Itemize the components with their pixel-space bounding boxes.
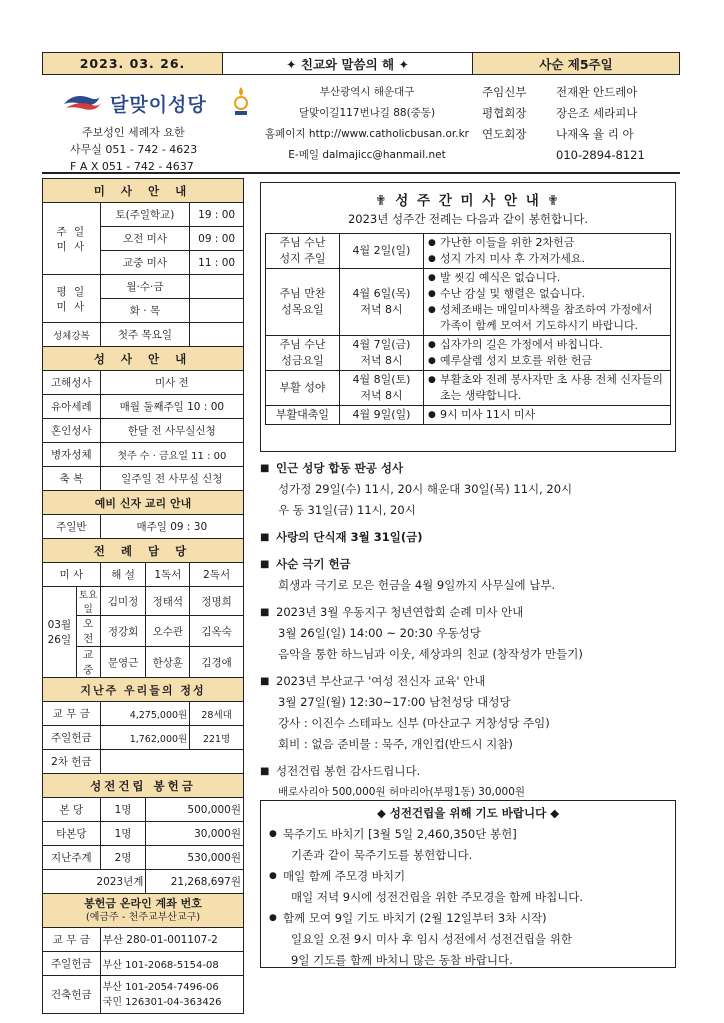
office-fax: F A X 051 - 742 - 4637 <box>70 160 194 173</box>
news-line: 회비 : 없음 준비물 : 묵주, 개인컵(반드시 지참) <box>278 737 513 751</box>
account-name: 교 무 금 <box>43 928 101 952</box>
ministry-title: 전 례 담 당 <box>43 539 244 563</box>
prayer-body: 일요일 오전 9시 미사 후 임시 성전에서 성전건립을 위한 <box>291 932 572 946</box>
ministry-person: 정강회 <box>100 616 146 647</box>
account-title <box>43 894 244 928</box>
news-line: 3월 27일(월) 12:30~17:00 남천성당 대성당 <box>278 695 511 709</box>
liturgical-sunday: 사순 제5주일 <box>473 53 679 74</box>
prayer-body: 매일 저녁 9시에 성전건립을 위한 주모경을 함께 바칩니다. <box>291 890 584 904</box>
info-table <box>42 178 244 1014</box>
offering-amount: 4,275,000원 <box>100 702 190 726</box>
note: ● 부활초와 전례 봉사자만 초 사용 전체 신자들의 초는 생략합니다. <box>428 372 666 404</box>
ministry-mass: 교중 <box>76 647 100 678</box>
staff-role: 주임신부 <box>482 85 527 99</box>
ministry-person: 문영근 <box>100 647 146 678</box>
address-street: 달맞이길117번나길 88(중동) <box>298 107 436 119</box>
liturgy-notes <box>424 269 671 336</box>
note: ● 십자가의 길은 가정에서 바칩니다. <box>428 337 666 353</box>
mass-days: 월·수·금 <box>100 275 190 299</box>
address-block <box>252 82 482 166</box>
ministry-person: 한상훈 <box>146 647 190 678</box>
mass-days: 화 · 목 <box>100 299 190 323</box>
news-line: 강사 : 이진수 스테파노 신부 (마산교구 거창성당 주임) <box>278 716 550 730</box>
mass-time <box>190 299 244 323</box>
prayer-body: 기존과 같이 묵주기도를 봉헌합니다. <box>291 848 473 862</box>
ministry-header: 해 설 <box>100 563 146 587</box>
building-amount: 500,000원 <box>146 798 244 822</box>
liturgy-notes <box>424 336 671 371</box>
prayer-item: ● 매일 함께 주모경 바치기 <box>261 866 675 887</box>
account-name: 주일헌금 <box>43 952 101 976</box>
table-row <box>266 234 671 269</box>
adoration-label: 성체강복 <box>43 323 101 347</box>
liturgy-name: 부활 성야 <box>266 371 340 406</box>
liturgy-date: 4월 9일(일) <box>340 406 424 425</box>
liturgy-name: 주님 수난 성지 주일 <box>266 234 340 269</box>
account-number-1: 부산 101-2054-7496-06 <box>102 981 219 993</box>
account-subtitle: (예금주 - 천주교부산교구) <box>85 911 201 923</box>
note: ● 가난한 이들을 위한 2차헌금 <box>428 235 666 251</box>
mass-name: 오전 미사 <box>100 227 190 251</box>
sacrament-title: 성 사 안 내 <box>43 347 244 371</box>
catechism-label: 주일반 <box>43 515 101 539</box>
prayer-body: 9일 기도를 함께 바치니 많은 동참 바랍니다. <box>291 953 513 967</box>
building-total-label: 2023년계 <box>43 870 146 894</box>
ministry-header: 미 사 <box>43 563 101 587</box>
note: ● 9시 미사 11시 미사 <box>428 407 666 423</box>
account-number: 부산 101-2068-5154-08 <box>100 952 243 976</box>
ministry-date: 03월 26일 <box>43 587 77 678</box>
note: ● 수난 감실 및 행렬은 없습니다. <box>428 286 666 302</box>
offering-amount <box>100 750 243 774</box>
ministry-mass: 토요일 <box>76 587 100 616</box>
building-total: 21,268,697원 <box>146 870 244 894</box>
table-row <box>266 336 671 371</box>
email-link[interactable]: E-메일 dalmajicc@hanmail.net <box>288 149 446 161</box>
mass-time <box>190 275 244 299</box>
building-amount: 530,000원 <box>146 846 244 870</box>
sacrament-name: 유아세례 <box>43 395 101 419</box>
staff-name: 나재옥 율 리 아 <box>556 127 634 141</box>
sacrament-value: 일주일 전 사무실 신청 <box>100 467 243 491</box>
news-list <box>260 458 680 803</box>
staff-name: 전재완 안드레아 <box>556 85 638 99</box>
prayer-box <box>260 800 676 968</box>
address-city: 부산광역시 해운대구 <box>319 86 415 98</box>
holy-week-table <box>265 233 671 425</box>
offering-name: 2차 헌금 <box>43 750 101 774</box>
building-count: 1명 <box>100 822 146 846</box>
building-name: 본 당 <box>43 798 101 822</box>
liturgy-name: 주님 수난 성금요일 <box>266 336 340 371</box>
staff-row <box>482 124 680 145</box>
building-count: 2명 <box>100 846 146 870</box>
news-line: 배로사리아 500,000원 허마리아(부평1동) 30,000원 <box>278 786 526 798</box>
news-heading: ■ 성전건립 봉헌 감사드립니다. <box>260 761 680 782</box>
liturgy-name: 주님 만찬 성목요일 <box>266 269 340 336</box>
staff-role: 연도회장 <box>482 127 527 141</box>
news-line: 3월 26일(일) 14:00 ~ 20:30 우동성당 <box>278 626 481 640</box>
account-number-2: 국민 126301-04-363426 <box>102 996 222 1008</box>
parish-logo <box>62 86 252 118</box>
weekday-mass-label: 평 일 미 사 <box>43 275 101 323</box>
news-heading: ■ 인근 성당 합동 판공 성사 <box>260 458 680 479</box>
liturgy-date: 4월 7일(금) 저녁 8시 <box>340 336 424 371</box>
ministry-header: 1독서 <box>146 563 190 587</box>
staff-row <box>482 82 680 103</box>
catechism-value: 매주일 09 : 30 <box>100 515 243 539</box>
prayer-item: ● 함께 모여 9일 기도 바치기 (2월 12일부터 3차 시작) <box>261 908 675 929</box>
account-number <box>100 976 243 1014</box>
parish-info <box>70 124 197 175</box>
ministry-person: 김옥숙 <box>190 616 244 647</box>
sacrament-value: 매월 둘째주일 10 : 00 <box>100 395 243 419</box>
mass-time: 09 : 00 <box>190 227 244 251</box>
bulletin-date: 2023. 03. 26. <box>43 53 223 74</box>
parish-name: 달맞이성당 <box>110 94 207 116</box>
ministry-person: 오수관 <box>146 616 190 647</box>
liturgy-notes <box>424 406 671 425</box>
mass-time: 19 : 00 <box>190 203 244 227</box>
news-heading: ■ 사순 극기 헌금 <box>260 554 680 575</box>
staff-name: 장은조 세라피나 <box>556 106 638 120</box>
offering-amount: 1,762,000원 <box>100 726 190 750</box>
staff-row <box>482 103 680 124</box>
candle-icon <box>232 86 250 116</box>
news-line: 성가정 29일(수) 11시, 20시 해운대 30일(목) 11시, 20시 <box>278 482 573 496</box>
mass-time: 11 : 00 <box>190 251 244 275</box>
staff-phone: 010-2894-8121 <box>556 148 645 162</box>
offering-name: 교 무 금 <box>43 702 101 726</box>
liturgy-date: 4월 2일(일) <box>340 234 424 269</box>
table-row <box>266 406 671 425</box>
news-line: 음악을 통한 하느님과 이웃, 세상과의 친교 (창작성가 만들기) <box>278 647 583 661</box>
office-tel: 사무실 051 - 742 - 4623 <box>70 143 198 156</box>
account-number: 부산 280-01-001107-2 <box>100 928 243 952</box>
building-title: 성전건립 봉헌금 <box>43 774 244 798</box>
news-line: 희생과 극기로 모은 헌금을 4월 9일까지 사무실에 납부. <box>278 578 556 592</box>
building-name: 지난주계 <box>43 846 101 870</box>
table-row <box>266 371 671 406</box>
liturgy-date: 4월 8일(토) 저녁 8시 <box>340 371 424 406</box>
building-count: 1명 <box>100 798 146 822</box>
news-heading: ■ 2023년 부산교구 '여성 전신자 교육' 안내 <box>260 671 680 692</box>
catechism-title: 예비 신자 교리 안내 <box>43 491 244 515</box>
sacrament-value: 첫주 수 · 금요일 11 : 00 <box>100 443 243 467</box>
ministry-person: 김경애 <box>190 647 244 678</box>
sacrament-value: 미사 전 <box>100 371 243 395</box>
staff-role: 평협회장 <box>482 106 527 120</box>
prayer-item: ● 묵주기도 바치기 [3월 5일 2,460,350단 봉헌] <box>261 824 675 845</box>
holy-week-title: ✟ 성 주 간 미 사 안 내 ✟ <box>375 193 561 209</box>
sacrament-name: 축 복 <box>43 467 101 491</box>
right-column <box>252 178 680 974</box>
account-title-text: 봉헌금 온라인 계좌 번호 <box>84 896 202 910</box>
mass-name: 교중 미사 <box>100 251 190 275</box>
mass-name: 토(주일학교) <box>100 203 190 227</box>
liturgy-name: 부활대축일 <box>266 406 340 425</box>
building-name: 타본당 <box>43 822 101 846</box>
mass-title: 미 사 안 내 <box>43 179 244 203</box>
ministry-person: 정명희 <box>190 587 244 616</box>
adoration-value: 첫주 목요일 <box>100 323 190 347</box>
offering-name: 주일헌금 <box>43 726 101 750</box>
sacrament-name: 고해성사 <box>43 371 101 395</box>
sacrament-name: 병자성체 <box>43 443 101 467</box>
table-row <box>266 269 671 336</box>
building-amount: 30,000원 <box>146 822 244 846</box>
offering-count: 28세대 <box>190 702 244 726</box>
holy-week-subtitle: 2023년 성주간 전례는 다음과 같이 봉헌합니다. <box>347 212 589 226</box>
prayer-title: ◆ 성전건립을 위해 기도 바랍니다 ◆ <box>376 806 560 820</box>
liturgy-notes <box>424 234 671 269</box>
liturgy-notes <box>424 371 671 406</box>
sacrament-name: 혼인성사 <box>43 419 101 443</box>
header <box>42 78 680 174</box>
news-line: 우 동 31일(금) 11시, 20시 <box>278 503 416 517</box>
ministry-header: 2독서 <box>190 563 244 587</box>
holy-week-box <box>260 182 676 452</box>
ministry-person: 김미정 <box>100 587 146 616</box>
staff-row <box>482 145 680 166</box>
patron-saint: 주보성인 세례자 요한 <box>82 126 185 139</box>
account-name: 건축헌금 <box>43 976 101 1014</box>
liturgy-date: 4월 6일(목) 저녁 8시 <box>340 269 424 336</box>
offering-title: 지난주 우리들의 정성 <box>43 678 244 702</box>
ministry-mass: 오전 <box>76 616 100 647</box>
news-heading: ■ 2023년 3월 우동지구 청년연합회 순례 미사 안내 <box>260 602 680 623</box>
note: ● 성체조배는 매일미사책을 참조하여 가정에서 가족이 함께 모여서 기도하시기 바랍니다. <box>428 302 666 334</box>
sunday-mass-label: 주 일 미 사 <box>43 203 101 275</box>
swoosh-icon <box>62 90 102 112</box>
note: ● 예루살렘 성지 보호를 위한 헌금 <box>428 353 666 369</box>
ministry-person: 정태석 <box>146 587 190 616</box>
sacrament-value: 한달 전 사무실신청 <box>100 419 243 443</box>
left-column <box>42 178 244 1014</box>
top-bar <box>42 52 680 75</box>
homepage-link[interactable]: 홈페이지 http://www.catholicbusan.or.kr <box>265 128 469 140</box>
staff-list <box>482 82 680 166</box>
note: ● 발 씻김 예식은 없습니다. <box>428 270 666 286</box>
year-motto: ✦ 친교와 말씀의 해 ✦ <box>223 53 473 74</box>
offering-count: 221명 <box>190 726 244 750</box>
note: ● 성지 가지 미사 후 가져가세요. <box>428 251 666 267</box>
news-heading: ■ 사랑의 단식재 3월 31일(금) <box>260 527 680 548</box>
staff-role <box>482 145 550 166</box>
